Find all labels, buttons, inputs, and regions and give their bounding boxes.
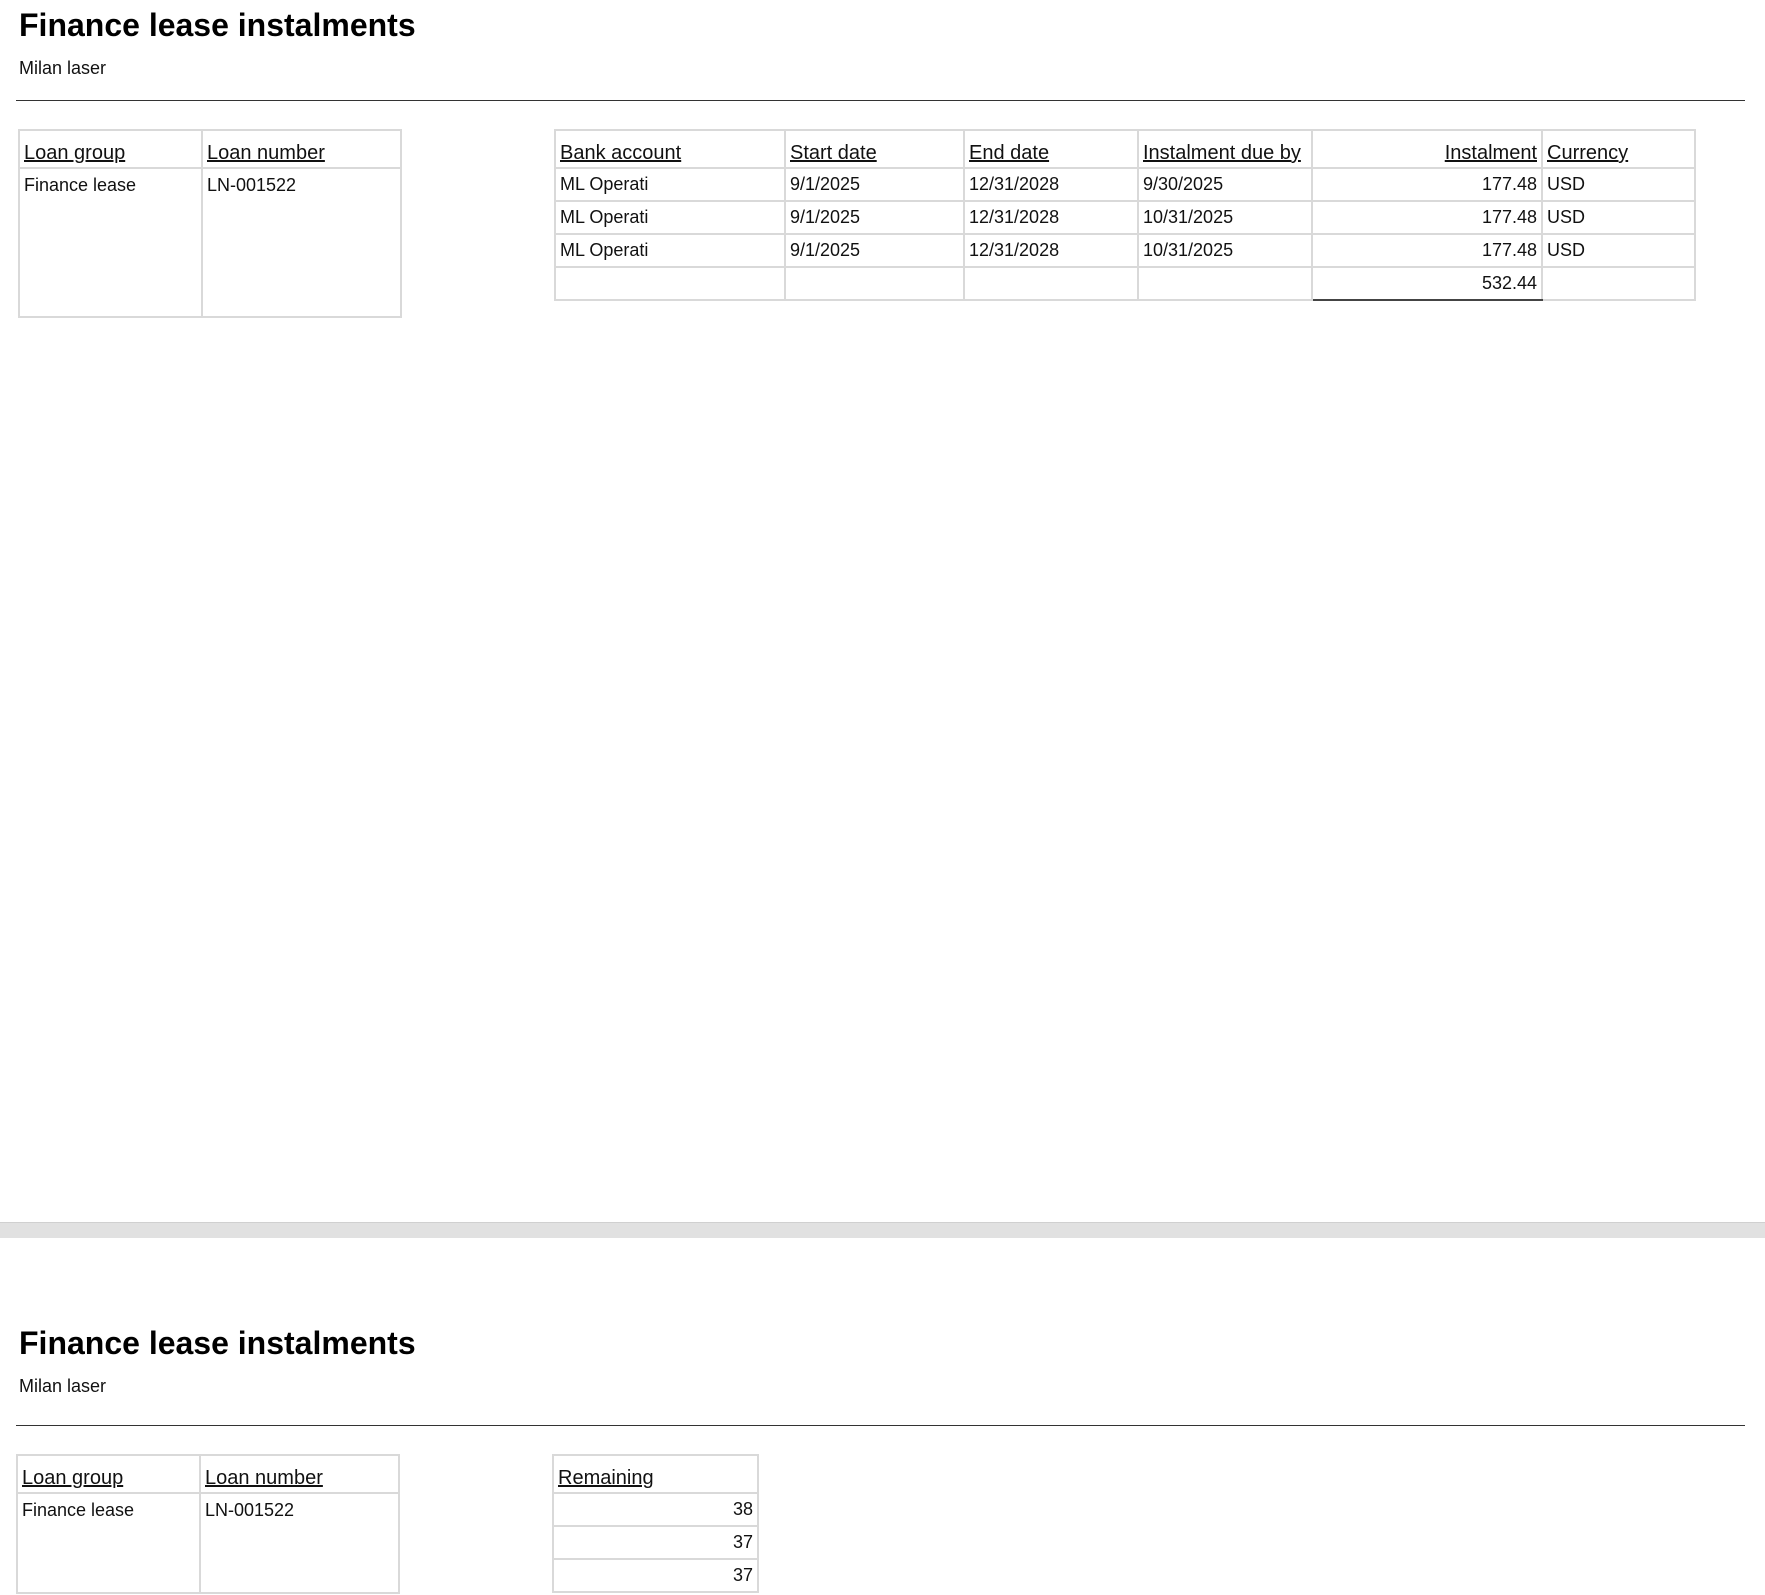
column-header-instalment[interactable]: Instalment [1312, 130, 1542, 168]
currency-cell: USD [1542, 168, 1695, 201]
empty-cell [555, 267, 785, 300]
bank-account-cell: ML Operati [555, 234, 785, 267]
loan-number-cell: LN-001522 [202, 168, 401, 317]
table-row [19, 168, 401, 317]
report-title: Finance lease instalments [19, 7, 416, 43]
column-header-loan-number[interactable]: Loan number [202, 130, 401, 168]
currency-cell: USD [1542, 234, 1695, 267]
instalment-cell: 177.48 [1312, 234, 1542, 267]
table-row [553, 1493, 758, 1526]
instalment-table [554, 129, 1696, 301]
column-header-end-date[interactable]: End date [964, 130, 1138, 168]
table-row [555, 168, 1695, 201]
loan-table [16, 1454, 400, 1594]
loan-number-cell: LN-001522 [200, 1493, 399, 1593]
remaining-cell: 38 [553, 1493, 758, 1526]
table-row [553, 1526, 758, 1559]
start-date-cell: 9/1/2025 [785, 201, 964, 234]
table-row [17, 1493, 399, 1593]
instalment-cell: 177.48 [1312, 168, 1542, 201]
report-page-2 [0, 1238, 1765, 1595]
due-by-cell: 9/30/2025 [1138, 168, 1312, 201]
remaining-cell: 37 [553, 1559, 758, 1592]
header-divider [16, 1425, 1745, 1426]
empty-cell [1542, 267, 1695, 300]
column-header-currency[interactable]: Currency [1542, 130, 1695, 168]
due-by-cell: 10/31/2025 [1138, 201, 1312, 234]
end-date-cell: 12/31/2028 [964, 168, 1138, 201]
loan-group-cell: Finance lease [17, 1493, 200, 1593]
bank-account-cell: ML Operati [555, 201, 785, 234]
end-date-cell: 12/31/2028 [964, 234, 1138, 267]
page-break [0, 1222, 1765, 1239]
table-row [555, 234, 1695, 267]
due-by-cell: 10/31/2025 [1138, 234, 1312, 267]
start-date-cell: 9/1/2025 [785, 234, 964, 267]
report-subtitle: Milan laser [19, 1376, 107, 1396]
column-header-bank-account[interactable]: Bank account [555, 130, 785, 168]
empty-cell [1138, 267, 1312, 300]
remaining-table [552, 1454, 759, 1593]
remaining-cell: 37 [553, 1526, 758, 1559]
column-header-start-date[interactable]: Start date [785, 130, 964, 168]
loan-table [18, 129, 402, 318]
report-subtitle: Milan laser [19, 58, 107, 78]
instalment-total: 532.44 [1312, 267, 1542, 300]
instalment-table-header-row [555, 130, 1695, 168]
empty-cell [964, 267, 1138, 300]
column-header-loan-group[interactable]: Loan group [19, 130, 202, 168]
total-row [555, 267, 1695, 300]
end-date-cell: 12/31/2028 [964, 201, 1138, 234]
column-header-remaining[interactable]: Remaining [553, 1455, 758, 1493]
currency-cell: USD [1542, 201, 1695, 234]
table-row [553, 1559, 758, 1592]
column-header-loan-group[interactable]: Loan group [17, 1455, 200, 1493]
table-row [555, 201, 1695, 234]
column-header-instalment-due-by[interactable]: Instalment due by [1138, 130, 1312, 168]
empty-cell [785, 267, 964, 300]
start-date-cell: 9/1/2025 [785, 168, 964, 201]
instalment-cell: 177.48 [1312, 201, 1542, 234]
loan-group-cell: Finance lease [19, 168, 202, 317]
loan-table-header-row [19, 130, 401, 168]
bank-account-cell: ML Operati [555, 168, 785, 201]
remaining-table-header-row [553, 1455, 758, 1493]
loan-table-header-row [17, 1455, 399, 1493]
header-divider [16, 100, 1745, 101]
column-header-loan-number[interactable]: Loan number [200, 1455, 399, 1493]
report-title: Finance lease instalments [19, 1325, 416, 1361]
